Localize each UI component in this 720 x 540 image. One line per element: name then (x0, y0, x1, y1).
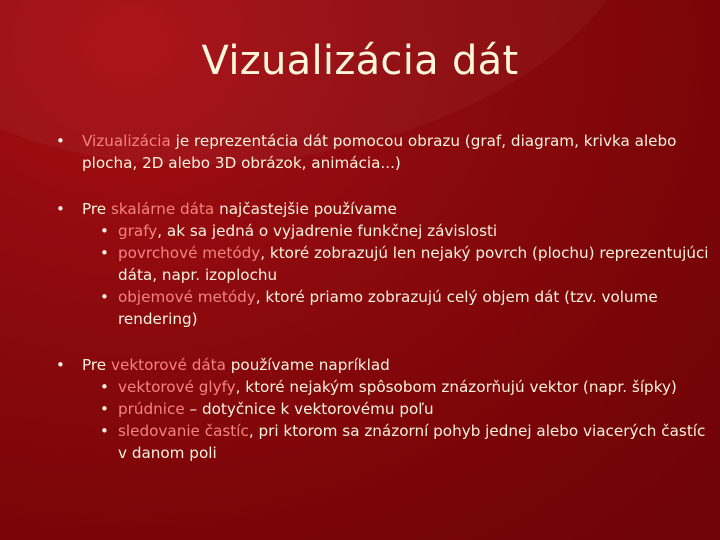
bullet-icon: • (100, 288, 109, 306)
highlight-term: objemové metódy (118, 288, 256, 306)
highlight-term: skalárne dáta (110, 200, 215, 218)
highlight-term: Vizualizácia (82, 132, 171, 150)
item-text: je reprezentácia dát pomocou obrazu (graf, diagram, krivka alebo plocha, 2D alebo 3D obrázok, animácia...) (82, 132, 677, 172)
bullet-item-visualization (56, 130, 716, 174)
highlight-term: povrchové metódy (118, 244, 261, 262)
item-prefix: Pre (82, 356, 111, 374)
sub-item-graphs (82, 220, 716, 242)
bullet-icon: • (56, 356, 65, 374)
bullet-icon: • (100, 378, 109, 396)
bullet-icon: • (100, 244, 109, 262)
highlight-term: vektorové dáta (110, 356, 226, 374)
sub-item-streamlines (82, 398, 716, 420)
sub-item-text: , ak sa jedná o vyjadrenie funkčnej závislosti (157, 222, 498, 240)
sub-item-text: – dotyčnice k vektorovému poľu (184, 400, 434, 418)
sub-item-text: , ktoré priamo zobrazujú celý objem dát (tzv. volume rendering) (118, 288, 658, 328)
bullet-icon: • (100, 400, 109, 418)
bullet-icon: • (100, 422, 109, 440)
bullet-item-vector-data (56, 354, 716, 376)
highlight-term: vektorové glyfy (118, 378, 236, 396)
sub-item-text: , ktoré nejakým spôsobom znázorňujú vektor (napr. šípky) (235, 378, 677, 396)
slide-title: Vizualizácia dát (201, 38, 519, 84)
highlight-term: grafy (118, 222, 158, 240)
bullet-icon: • (100, 222, 109, 240)
highlight-term: prúdnice (118, 400, 185, 418)
item-text: najčastejšie používame (214, 200, 397, 218)
sub-item-surface-methods (82, 242, 716, 286)
sub-item-volume-methods (82, 286, 716, 330)
highlight-term: sledovanie častíc (118, 422, 249, 440)
bullet-icon: • (56, 200, 65, 218)
sub-item-text: , pri ktorom sa znázorní pohyb jednej alebo viacerých častíc v danom poli (118, 422, 706, 462)
bullet-icon: • (56, 132, 65, 150)
sub-item-vector-glyphs (82, 376, 716, 398)
item-prefix: Pre (82, 200, 111, 218)
sub-item-particle-tracing (82, 420, 716, 464)
bullet-item-scalar-data (56, 198, 716, 220)
sub-item-text: , ktoré zobrazujú len nejaký povrch (plochu) reprezentujúci dáta, napr. izoplochu (118, 244, 709, 284)
slide-content (56, 130, 716, 464)
item-text: používame napríklad (225, 356, 390, 374)
